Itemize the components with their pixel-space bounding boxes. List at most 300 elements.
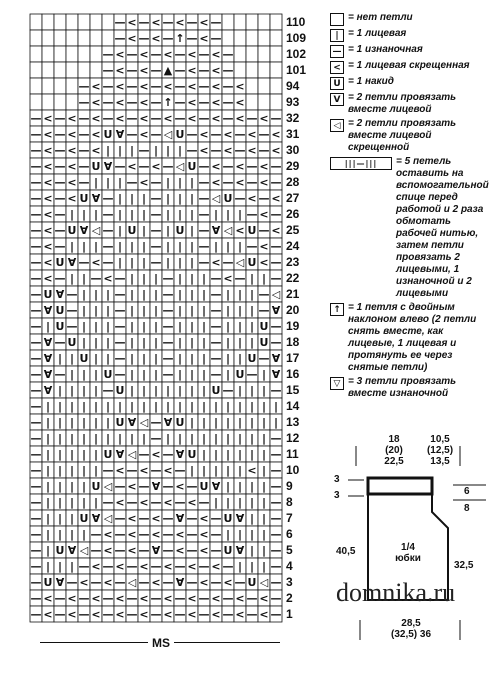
chart-symbol: — [210,128,222,141]
chart-symbol: — [114,336,126,349]
chart-symbol: | [189,320,195,333]
chart-symbol: | [225,400,231,413]
chart-symbol: — [162,544,174,557]
chart-symbol: — [78,176,90,189]
chart-symbol: < [187,48,197,61]
chart-symbol: — [270,176,282,189]
chart-symbol: — [90,544,102,557]
chart-symbol: — [114,576,126,589]
chart-symbol: — [270,608,282,621]
chart-symbol: | [117,192,123,205]
chart-symbol: — [186,512,198,525]
chart-symbol: ∀ [55,288,65,301]
chart-symbol: | [93,288,99,301]
chart-symbol: | [201,272,207,285]
chart-cell [234,14,246,30]
chart-symbol: | [249,304,255,317]
chart-symbol: ∀ [55,576,65,589]
chart-symbol: | [237,336,243,349]
chart-symbol: | [141,320,147,333]
chart-symbol: — [270,592,282,605]
chart-cell [246,94,258,110]
chart-symbol: — [102,80,114,93]
chart-symbol: < [235,592,245,605]
dim-shoulder: 10,5 (12,5) 13,5 [426,434,454,467]
chart-symbol: — [102,240,114,253]
chart-symbol: | [81,480,87,493]
chart-symbol: | [153,320,159,333]
chart-symbol: < [139,496,149,509]
chart-symbol: | [189,400,195,413]
chart-symbol: | [129,368,135,381]
chart-symbol: — [210,32,222,45]
chart-symbol: — [138,32,150,45]
chart-symbol: | [237,384,243,397]
chart-symbol: < [259,176,269,189]
chart-symbol: — [30,496,42,509]
chart-symbol: — [162,368,174,381]
chart-symbol: U [115,416,125,429]
chart-symbol: < [139,592,149,605]
chart-symbol: ∀ [127,416,137,429]
chart-symbol: — [198,160,210,173]
chart-symbol: ∀ [43,336,53,349]
chart-symbol: — [174,96,186,109]
row-label: 24 [286,239,300,253]
chart-symbol: | [57,480,63,493]
chart-symbol: ∀ [151,480,161,493]
chart-symbol: < [199,32,209,45]
chart-symbol: — [30,224,42,237]
chart-symbol: U [115,384,125,397]
chart-cell [66,62,78,78]
chart-symbol: — [270,384,282,397]
chart-symbol: | [129,272,135,285]
chart-symbol: U [211,384,221,397]
chart-symbol: | [225,208,231,221]
row-label: 21 [286,287,300,301]
chart-symbol: | [165,208,171,221]
chart-cell [270,46,282,62]
chart-symbol: | [201,304,207,317]
chart-symbol: — [210,544,222,557]
chart-symbol: | [45,528,51,541]
row-label: 11 [286,447,299,461]
chart-symbol: | [177,304,183,317]
chart-symbol: | [177,208,183,221]
chart-symbol: — [30,544,42,557]
chart-symbol: — [198,608,210,621]
chart-symbol: — [150,208,162,221]
chart-symbol: — [30,304,42,317]
row-label: 5 [286,543,293,557]
chart-symbol: < [235,160,245,173]
chart-symbol: — [114,352,126,365]
chart-symbol: | [249,512,255,525]
chart-symbol: | [81,272,87,285]
chart-symbol: — [30,464,42,477]
chart-symbol: — [234,272,246,285]
chart-symbol: — [162,336,174,349]
chart-symbol: | [249,336,255,349]
chart-cell [234,46,246,62]
chart-symbol: — [30,256,42,269]
row-label: 28 [286,175,300,189]
chart-symbol: — [270,464,282,477]
chart-symbol: | [45,480,51,493]
chart-symbol: | [141,224,147,237]
chart-symbol: < [259,208,269,221]
chart-symbol: ∀ [43,368,53,381]
chart-symbol: — [138,528,150,541]
chart-symbol: < [91,96,101,109]
chart-symbol: — [150,96,162,109]
chart-symbol: — [198,240,210,253]
chart-symbol: | [93,416,99,429]
legend-text: = нет петли [348,12,413,23]
chart-symbol: | [153,288,159,301]
chart-symbol: — [30,160,42,173]
chart-symbol: | [129,240,135,253]
chart-symbol: ∀ [43,384,53,397]
chart-symbol: | [249,272,255,285]
chart-symbol: — [54,336,66,349]
chart-symbol: ∀ [211,480,221,493]
chart-cell [42,30,54,46]
chart-symbol: | [105,320,111,333]
chart-symbol: < [163,592,173,605]
chart-symbol: | [105,288,111,301]
watermark: domnika.ru [336,578,456,607]
chart-symbol: < [235,112,245,125]
ms-label: MS [148,636,174,650]
chart-symbol: | [237,400,243,413]
chart-symbol: U [79,352,89,365]
chart-symbol: — [222,176,234,189]
chart-symbol: — [222,160,234,173]
chart-symbol: | [141,400,147,413]
chart-cell [54,94,66,110]
chart-symbol: < [247,144,257,157]
chart-symbol: | [69,528,75,541]
chart-symbol: — [114,32,126,45]
chart-cell [78,30,90,46]
chart-symbol: U [235,368,245,381]
chart-symbol: | [237,304,243,317]
chart-symbol: | [69,352,75,365]
chart-symbol: — [210,336,222,349]
chart-symbol: < [43,176,53,189]
chart-symbol: — [258,224,270,237]
chart-symbol: | [117,432,123,445]
chart-symbol: — [138,480,150,493]
chart-symbol: — [174,592,186,605]
chart-symbol: | [213,416,219,429]
chart-symbol: — [150,416,162,429]
chart-symbol: — [138,512,150,525]
chart-symbol: < [91,112,101,125]
chart-symbol: ◁ [163,128,173,141]
chart-symbol: — [114,544,126,557]
chart-symbol: — [270,240,282,253]
chart-symbol: < [79,576,89,589]
chart-symbol: < [235,224,245,237]
chart-symbol: | [69,208,75,221]
chart-cell [78,14,90,30]
chart-symbol: | [69,512,75,525]
dim-right-top-a: 6 [464,486,470,497]
chart-symbol: < [139,80,149,93]
chart-symbol: — [54,160,66,173]
chart-symbol: — [102,608,114,621]
chart-symbol: | [261,416,267,429]
chart-symbol: | [105,144,111,157]
chart-symbol: — [198,48,210,61]
chart-cell [222,14,234,30]
row-label: 10 [286,463,300,477]
yarn-over-icon: U [330,77,344,90]
chart-symbol: — [30,608,42,621]
chart-symbol: | [141,384,147,397]
cable-5-icon: |||—||| [330,157,392,170]
chart-symbol: < [199,16,209,29]
chart-symbol: | [237,496,243,509]
chart-symbol: ▲ [163,64,173,77]
chart-symbol: | [165,176,171,189]
chart-symbol: | [93,400,99,413]
legend-text: = 2 петли провязать вместе лицевой [348,92,457,115]
chart-symbol: < [151,16,161,29]
chart-symbol: | [57,464,63,477]
chart-symbol: | [189,416,195,429]
chart-symbol: | [225,352,231,365]
chart-symbol: | [249,320,255,333]
row-label: 102 [286,47,307,61]
chart-symbol: — [198,64,210,77]
chart-symbol: ∀ [79,224,89,237]
chart-symbol: < [91,560,101,573]
chart-symbol: ◁ [91,224,101,237]
chart-symbol: — [66,288,78,301]
chart-cell [258,62,270,78]
chart-cell [30,94,42,110]
chart-symbol: ◁ [127,576,137,589]
chart-symbol: — [162,320,174,333]
chart-symbol: — [162,448,174,461]
chart-symbol: — [78,128,90,141]
chart-symbol: U [247,224,257,237]
chart-symbol: < [103,528,113,541]
chart-symbol: | [273,416,279,429]
chart-symbol: — [54,176,66,189]
chart-symbol: | [177,368,183,381]
chart-symbol: | [129,400,135,413]
chart-symbol: — [30,336,42,349]
chart-symbol: U [55,544,65,557]
chart-symbol: < [175,528,185,541]
chart-symbol: — [210,288,222,301]
chart-symbol: | [141,304,147,317]
chart-symbol: | [105,336,111,349]
chart-symbol: | [81,288,87,301]
chart-symbol: | [57,352,63,365]
chart-symbol: | [141,272,147,285]
chart-cell [270,30,282,46]
chart-symbol: U [127,224,137,237]
chart-symbol: — [114,288,126,301]
chart-symbol: — [270,576,282,589]
row-label: 16 [286,367,300,381]
chart-symbol: | [57,384,63,397]
chart-symbol: — [114,272,126,285]
chart-symbol: — [54,592,66,605]
chart-symbol: < [115,608,125,621]
chart-symbol: — [222,96,234,109]
chart-symbol: < [151,528,161,541]
chart-symbol: | [117,400,123,413]
row-label: 8 [286,495,293,509]
chart-symbol: | [93,368,99,381]
chart-symbol: < [127,160,137,173]
chart-cell [42,62,54,78]
chart-symbol: < [163,112,173,125]
chart-symbol: | [69,432,75,445]
chart-symbol: — [198,256,210,269]
chart-symbol: — [150,112,162,125]
chart-symbol: — [222,48,234,61]
chart-symbol: — [162,512,174,525]
chart-symbol: | [225,496,231,509]
chart-symbol: — [90,528,102,541]
chart-symbol: — [162,528,174,541]
chart-symbol: — [270,112,282,125]
chart-symbol: — [258,352,270,365]
chart-symbol: — [138,544,150,557]
chart-cell [66,46,78,62]
chart-symbol: — [210,512,222,525]
chart-symbol: < [199,576,209,589]
chart-symbol: — [54,128,66,141]
chart-symbol: — [162,288,174,301]
chart-symbol: — [78,608,90,621]
chart-symbol: — [102,192,114,205]
chart-symbol: — [234,128,246,141]
chart-symbol: < [187,592,197,605]
chart-symbol: < [211,592,221,605]
chart-symbol: | [93,432,99,445]
chart-symbol: — [30,528,42,541]
chart-symbol: — [270,512,282,525]
legend-text: = 1 петля с двойным наклоном влево (2 петли снять вместе, как лицевые, 1 лицевая и протянуть ее через снятые петли) [348,302,477,373]
chart-symbol: | [105,176,111,189]
chart-symbol: | [141,256,147,269]
chart-symbol: | [177,432,183,445]
chart-symbol: — [186,16,198,29]
chart-symbol: < [43,224,53,237]
chart-symbol: < [115,64,125,77]
chart-symbol: < [259,112,269,125]
chart-symbol: < [175,480,185,493]
chart-cell [54,78,66,94]
chart-symbol: | [93,304,99,317]
chart-symbol: | [81,416,87,429]
legend-text: = 1 накид [348,76,394,87]
chart-symbol: | [237,352,243,365]
chart-symbol: | [45,544,51,557]
chart-cell [66,14,78,30]
chart-symbol: — [78,160,90,173]
chart-symbol: < [259,240,269,253]
chart-cell [42,78,54,94]
row-label: 20 [286,303,300,317]
row-label: 12 [286,431,300,445]
chart-symbol: ∀ [115,128,125,141]
chart-symbol: < [271,224,281,237]
chart-symbol: | [201,368,207,381]
chart-symbol: < [211,176,221,189]
chart-symbol: < [163,608,173,621]
chart-symbol: < [127,544,137,557]
chart-symbol: < [91,608,101,621]
chart-cell [78,46,90,62]
chart-symbol: | [249,432,255,445]
chart-symbol: — [210,304,222,317]
chart-symbol: < [211,256,221,269]
chart-symbol: — [126,464,138,477]
chart-symbol: | [57,416,63,429]
legend-item [330,376,490,400]
chart-symbol: | [129,352,135,365]
chart-symbol: | [69,416,75,429]
chart-symbol: | [249,288,255,301]
chart-symbol: — [30,192,42,205]
chart-symbol: < [211,96,221,109]
legend-item [330,156,490,300]
chart-symbol: | [45,320,51,333]
chart-symbol: — [30,352,42,365]
chart-symbol: | [45,512,51,525]
dim-right-height: 32,5 [454,560,474,571]
chart-cell [30,14,42,30]
chart-symbol: — [246,176,258,189]
chart-symbol: — [246,592,258,605]
chart-symbol: — [186,480,198,493]
chart-symbol: | [153,368,159,381]
chart-symbol: < [43,240,53,253]
chart-symbol: < [115,496,125,509]
chart-symbol: — [174,48,186,61]
chart-symbol: < [235,80,245,93]
chart-symbol: < [115,48,125,61]
chart-symbol: < [67,160,77,173]
chart-cell [258,14,270,30]
chart-symbol: | [81,240,87,253]
chart-cell [270,14,282,30]
chart-symbol: — [30,240,42,253]
chart-symbol: — [54,112,66,125]
chart-symbol: — [198,96,210,109]
chart-symbol: | [69,384,75,397]
chart-symbol: < [115,112,125,125]
chart-symbol: — [270,432,282,445]
chart-symbol: < [139,128,149,141]
legend-item [330,44,490,58]
chart-symbol: ∀ [271,368,281,381]
chart-symbol: < [67,112,77,125]
chart-symbol: | [249,480,255,493]
chart-symbol: — [222,384,234,397]
chart-symbol: — [186,32,198,45]
